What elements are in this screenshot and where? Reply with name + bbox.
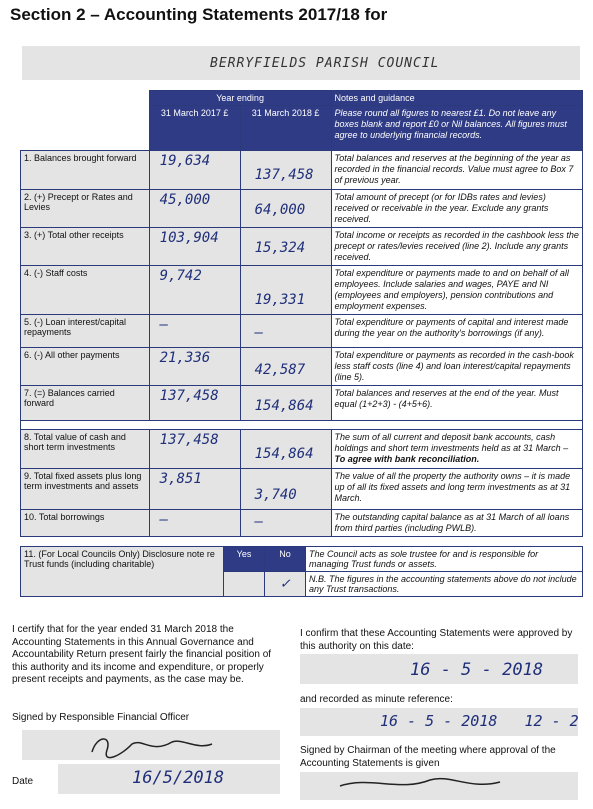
tick-mark: ✓ — [280, 574, 290, 592]
chairman-signature-label: Signed by Chairman of the meeting where approval of the Accounting Statements is given — [300, 745, 556, 769]
trust-no-box[interactable] — [265, 572, 306, 597]
row-note-text: Total balances and reserves at the beginning of the year as recorded in the financial records. Value must agree to Box 7 of previous year. — [334, 153, 574, 185]
value-2017: 45,000 — [159, 192, 211, 208]
value-2018: – — [254, 325, 264, 341]
date-label: Date — [12, 776, 34, 787]
row-note-text: The sum of all current and deposit bank accounts, cash holdings and short term investments held as at 31 March – — [334, 432, 569, 453]
value-2018: 42,587 — [254, 362, 306, 378]
value-2018: – — [254, 514, 264, 530]
section-title: Section 2 – Accounting Statements 2017/18 for — [10, 5, 388, 24]
value-2017-field[interactable] — [149, 386, 240, 421]
value-2018: 64,000 — [254, 202, 306, 218]
statement-row — [21, 228, 583, 266]
value-2018: 19,331 — [254, 292, 306, 308]
row-note — [331, 266, 582, 315]
row-note-text: Total amount of precept (or for IDBs rates and levies) received or receivable in the year. Exclude any grants received. — [334, 192, 549, 224]
row-note — [331, 228, 582, 266]
rfo-signature-field[interactable] — [22, 730, 280, 760]
value-2018-field[interactable] — [240, 151, 331, 190]
trust-note-2: N.B. The figures in the accounting statements above do not include any Trust transactions. — [306, 572, 583, 597]
value-2017: 137,458 — [159, 388, 219, 404]
value-2018: 137,458 — [254, 167, 314, 183]
value-2017: 103,904 — [159, 230, 219, 246]
row-label: 10. Total borrowings — [21, 510, 150, 537]
rfo-signature-icon — [22, 730, 280, 760]
row-note — [331, 469, 582, 510]
chairman-signature-icon — [300, 772, 578, 800]
date-value: 16/5/2018 — [132, 768, 225, 788]
rfo-signature-label: Signed by Responsible Financial Officer — [12, 712, 190, 723]
row-note — [331, 348, 582, 386]
value-2018: 154,864 — [254, 446, 314, 462]
value-2017: 137,458 — [159, 432, 219, 448]
value-2017-field[interactable] — [149, 151, 240, 190]
col-2017-header: 31 March 2017 £ — [149, 106, 240, 151]
value-2017-field[interactable] — [149, 510, 240, 537]
value-2018-field[interactable] — [240, 315, 331, 348]
value-2018: 3,740 — [254, 487, 297, 503]
value-2017-field[interactable] — [149, 315, 240, 348]
row-label: 5. (-) Loan interest/capital repayments — [21, 315, 150, 348]
trust-note-1: The Council acts as sole trustee for and is responsible for managing Trust funds or assets. — [306, 547, 583, 572]
value-2018: 15,324 — [254, 240, 306, 256]
row-note — [331, 190, 582, 228]
row-note-text: Total income or receipts as recorded in the cashbook less the precept or rates/levies received (line 2). Include any grants received. — [334, 230, 579, 262]
confirm-text: I confirm that these Accounting Statements were approved by this authority on this date: — [300, 628, 573, 652]
trust-funds-table — [20, 546, 583, 597]
statement-row — [21, 386, 583, 421]
value-2018-field[interactable] — [240, 469, 331, 510]
value-2017: 19,634 — [159, 153, 211, 169]
statement-row — [21, 151, 583, 190]
value-2018-field[interactable] — [240, 266, 331, 315]
certification-text: I certify that for the year ended 31 March 2018 the Accounting Statements in this Annual Governance and Accountability Return present fairly the financial position of this authority and its income and expenditure, or properly present receipts and payments, as the case may be. — [12, 624, 272, 685]
row-note-text: The outstanding capital balance as at 31 March of all loans from third parties (including PWLB). — [334, 512, 570, 533]
row-label: 8. Total value of cash and short term investments — [21, 430, 150, 469]
value-2018-field[interactable] — [240, 386, 331, 421]
statement-row — [21, 510, 583, 537]
value-2017: 21,336 — [159, 350, 211, 366]
council-name: BERRYFIELDS PARISH COUNCIL — [210, 56, 440, 71]
row-label: 6. (-) All other payments — [21, 348, 150, 386]
row-note-text: Total expenditure or payments as recorded in the cash-book less staff costs (line 4) and loan interest/capital repayments (line 5). — [334, 350, 574, 382]
row-note-emphasis: To agree with bank reconciliation. — [334, 454, 480, 464]
row-label: 3. (+) Total other receipts — [21, 228, 150, 266]
trust-yes-box[interactable] — [224, 572, 265, 597]
value-2018-field[interactable] — [240, 228, 331, 266]
value-2017-field[interactable] — [149, 228, 240, 266]
value-2018-field[interactable] — [240, 190, 331, 228]
row-label: 4. (-) Staff costs — [21, 266, 150, 315]
row-label: 9. Total fixed assets plus long term investments and assets — [21, 469, 150, 510]
year-ending-header: Year ending — [149, 91, 331, 106]
value-2017: 9,742 — [159, 268, 202, 284]
value-2017: – — [159, 317, 169, 333]
notes-intro: Please round all figures to nearest £1. Do not leave any boxes blank and report £0 or Nil balances. All figures must agree to underlying financial records. — [331, 106, 582, 151]
value-2017-field[interactable] — [149, 190, 240, 228]
row-label: 1. Balances brought forward — [21, 151, 150, 190]
row-label: 2. (+) Precept or Rates and Levies — [21, 190, 150, 228]
minute-reference-label: and recorded as minute reference: — [300, 694, 453, 705]
value-2017-field[interactable] — [149, 469, 240, 510]
value-2018-field[interactable] — [240, 510, 331, 537]
row-note-text: Total expenditure or payments made to and on behalf of all employees. Include salaries and wages, PAYE and NI (employees and employers), pension contributions and employment expenses. — [334, 268, 569, 311]
row-label: 7. (=) Balances carried forward — [21, 386, 150, 421]
trust-yes-header: Yes — [224, 547, 265, 572]
approval-date: 16 - 5 - 2018 — [410, 660, 544, 680]
value-2017: 3,851 — [159, 471, 202, 487]
col-2018-header: 31 March 2018 £ — [240, 106, 331, 151]
row-note — [331, 386, 582, 421]
row-note-text: Total expenditure or payments of capital and interest made during the year on the authority's borrowings (if any). — [334, 317, 569, 338]
statement-row — [21, 430, 583, 469]
value-2017: – — [159, 512, 169, 528]
statement-row — [21, 348, 583, 386]
row-note — [331, 151, 582, 190]
value-2017-field[interactable] — [149, 266, 240, 315]
value-2017-field[interactable] — [149, 348, 240, 386]
row-note — [331, 430, 582, 469]
value-2018-field[interactable] — [240, 348, 331, 386]
value-2018-field[interactable] — [240, 430, 331, 469]
statement-row — [21, 190, 583, 228]
statement-row — [21, 266, 583, 315]
row-note-text: Total balances and reserves at the end of the year. Must equal (1+2+3) - (4+5+6). — [334, 388, 559, 409]
value-2018: 154,864 — [254, 398, 314, 414]
row-note — [331, 315, 582, 348]
row-note-text: The value of all the property the authority owns – it is made up of all its fixed assets and long term investments as at 31 March. — [334, 471, 571, 503]
accounting-statements-table — [20, 90, 583, 537]
statement-row — [21, 315, 583, 348]
minute-reference-value: 16 - 5 - 2018 12 - 2 — [380, 712, 579, 730]
row-note — [331, 510, 582, 537]
trust-no-header: No — [265, 547, 306, 572]
value-2017-field[interactable] — [149, 430, 240, 469]
notes-header: Notes and guidance — [331, 91, 582, 106]
trust-label: 11. (For Local Councils Only) Disclosure note re Trust funds (including charitable) — [21, 547, 224, 597]
statement-row — [21, 469, 583, 510]
chairman-signature-field[interactable] — [300, 772, 578, 800]
